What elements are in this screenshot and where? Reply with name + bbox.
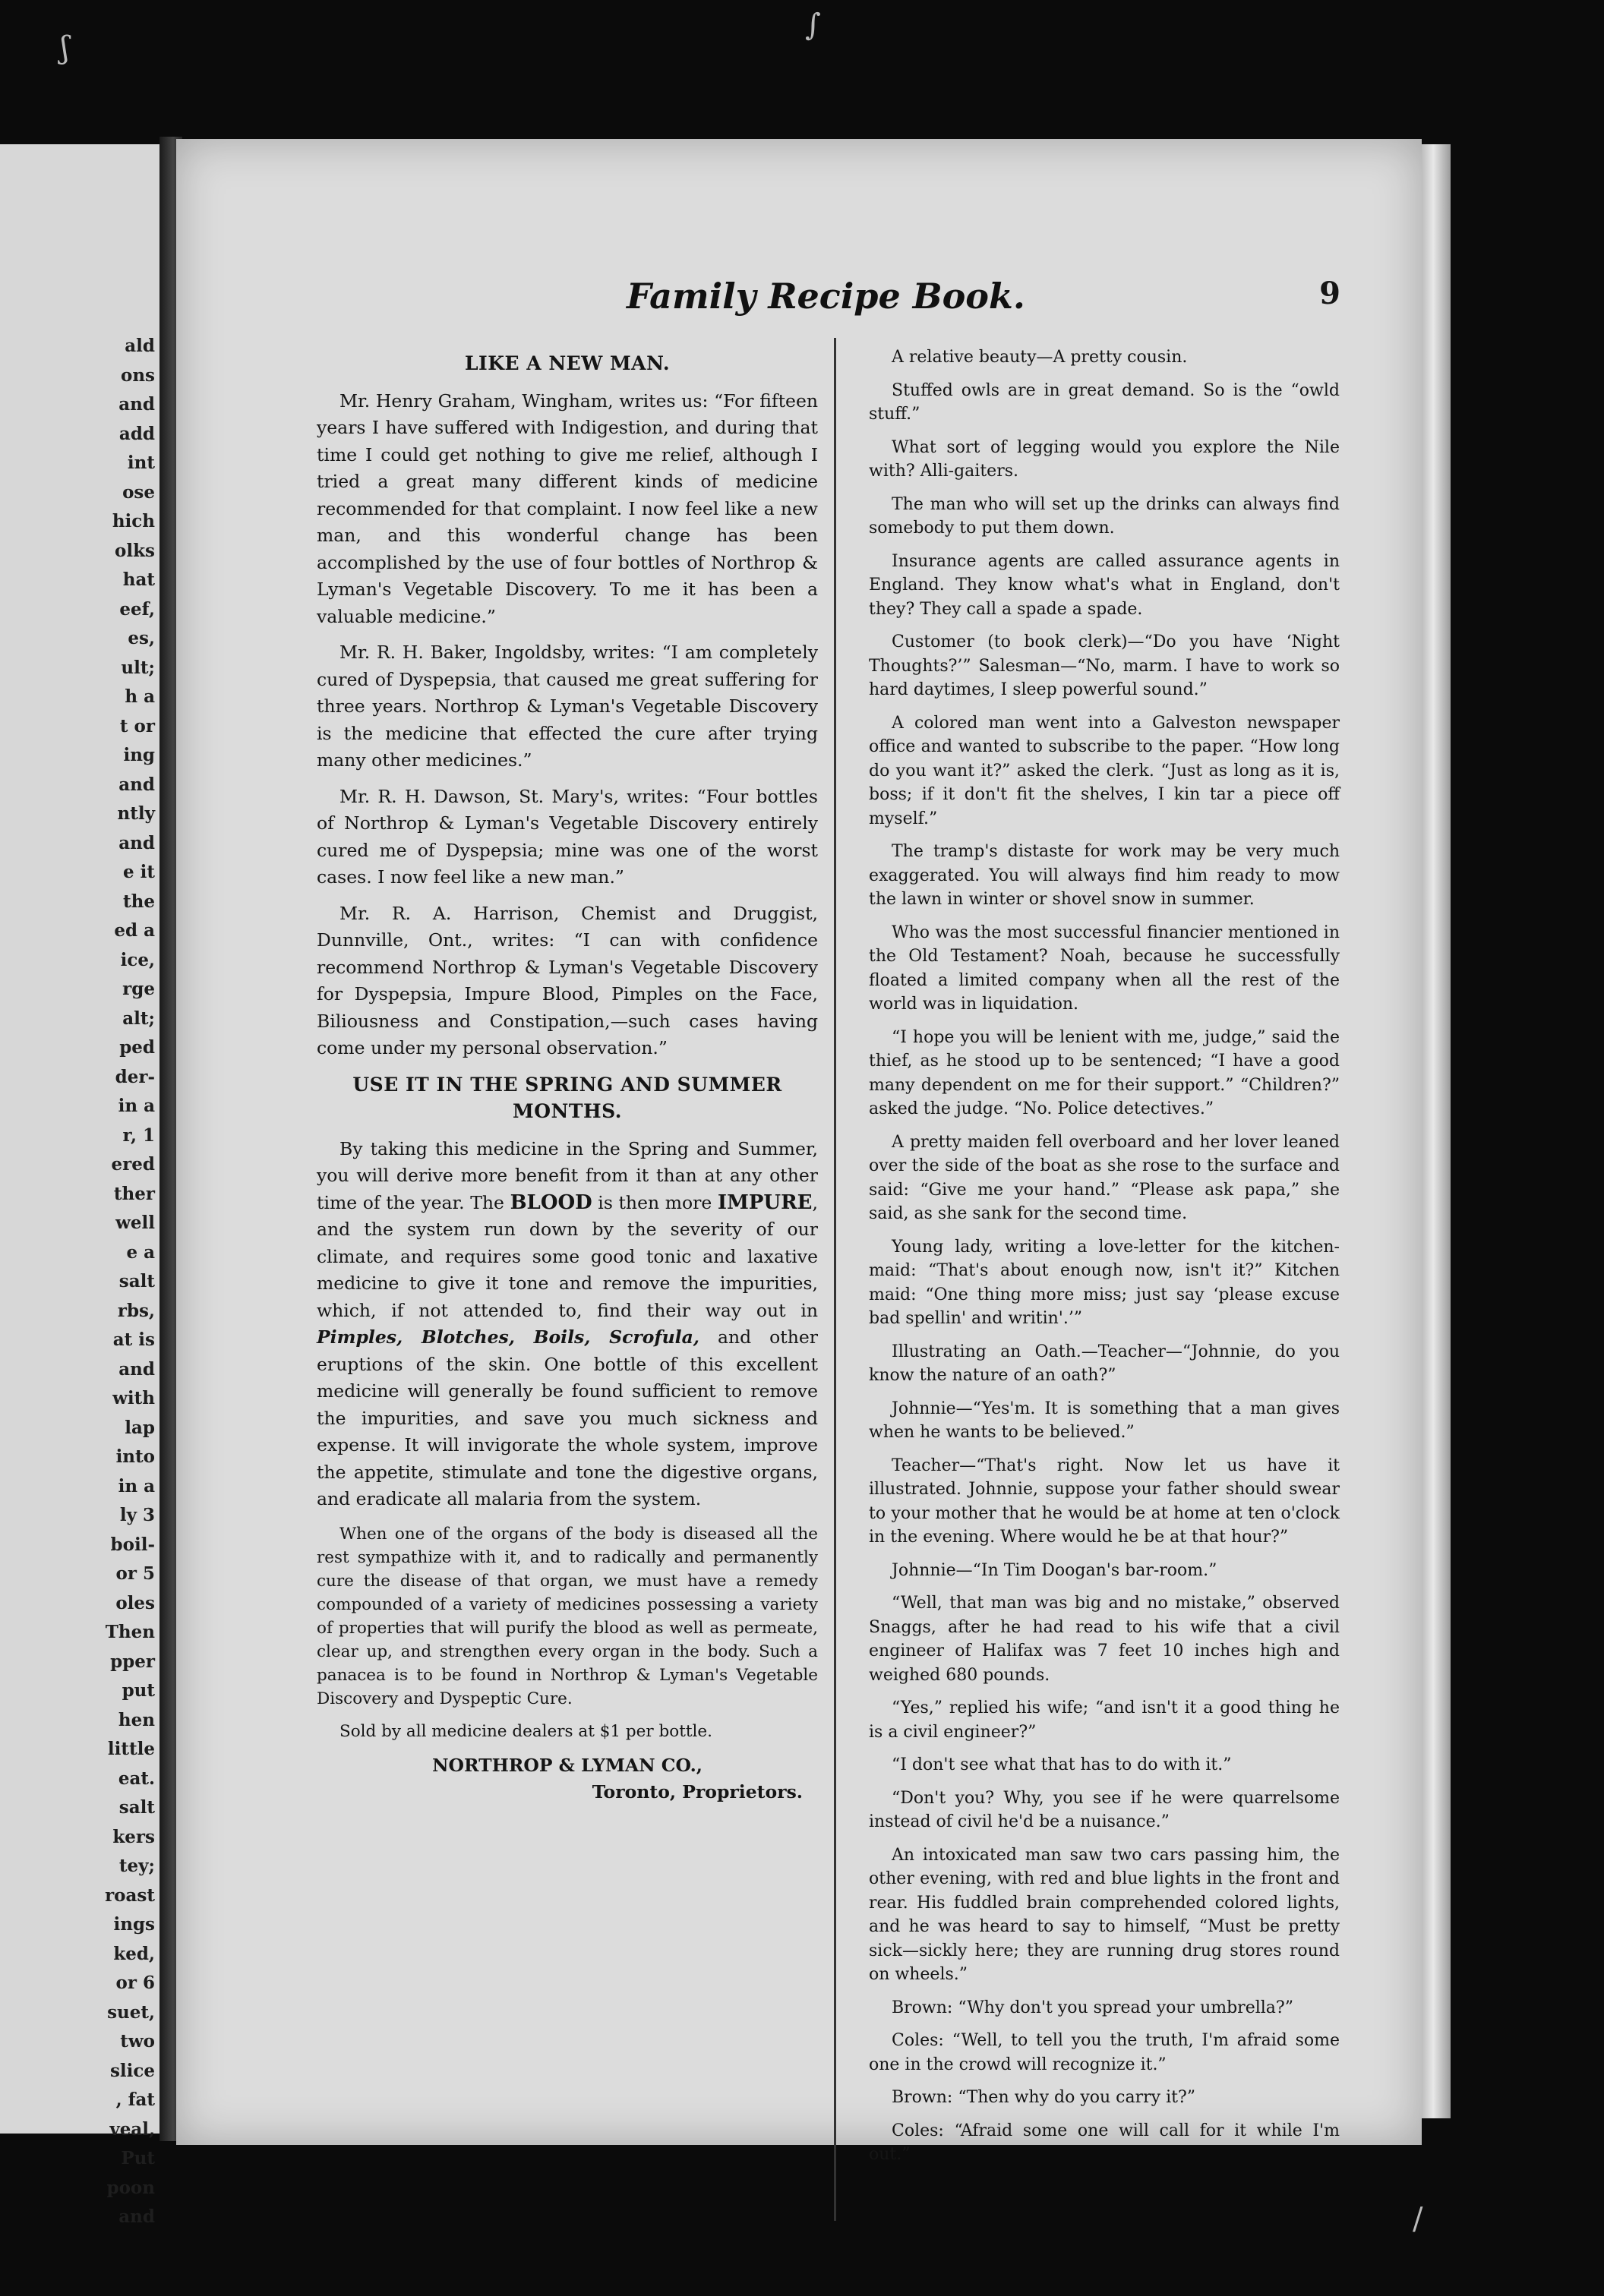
- joke-paragraph: What sort of legging would you explore the Nile with? Alli-gaiters.: [869, 437, 1340, 481]
- scan-mark: ∫: [805, 8, 821, 43]
- facing-page-text: ald: [125, 336, 155, 356]
- right-column: [869, 345, 1340, 2176]
- joke-paragraph: Stuffed owls are in great demand. So is the “owld stuff.”: [869, 380, 1340, 424]
- joke-paragraph: An intoxicated man saw two cars passing him, the other evening, with red and blue lights in the front and rear. His fuddled brain comprehended colored lights, and he was heard to say to himself, “Must be pretty sick—sickly here; they are running drug stores round on wheels.”: [869, 1845, 1340, 1984]
- spring-paragraph: [317, 1136, 818, 1513]
- scan-mark: /: [1413, 2202, 1423, 2237]
- facing-page-text: rbs,: [117, 1300, 155, 1321]
- facing-page-text: in a: [118, 1475, 155, 1496]
- organs-paragraph: When one of the organs of the body is diseased all the rest sympathize with it, and to radically and permanently cure the disease of that organ, we must have a remedy compounded of a variety of medicines possessing a variety of properties that will purify the blood as well as permeate, clear up, and strengthen every organ in the body. Such a panacea is to be found in Northrop & Lyman's Vegetable Discovery and Dyspeptic Cure.: [317, 1524, 818, 1708]
- joke-paragraph: “Yes,” replied his wife; “and isn't it a good thing he is a civil engineer?”: [869, 1698, 1340, 1742]
- running-header: [141, 276, 1371, 329]
- facing-page-text: ntly: [117, 803, 155, 824]
- impure-word: IMPURE: [717, 1191, 813, 1214]
- facing-page-text: salt: [118, 1271, 155, 1292]
- facing-page-text: r, 1: [122, 1124, 155, 1146]
- facing-page-text: rge: [122, 979, 155, 999]
- facing-page-text: suet,: [107, 2001, 155, 2023]
- page-title: Family Recipe Book.: [627, 276, 1025, 317]
- facing-page-text: , fat: [115, 2089, 155, 2110]
- facing-page-text: and: [118, 832, 155, 853]
- joke-paragraph: The man who will set up the drinks can always find somebody to put them down.: [869, 494, 1340, 538]
- facing-page-text: ped: [119, 1037, 155, 1058]
- facing-page-text: with: [112, 1388, 155, 1408]
- text-run: and other eruptions of the skin. One bottle of this excellent medicine will generally be found sufficient to remove the impurities, and save you much sickness and expense. It will invigorate the whole system, improve the appetite, stimulate and tone the digestive organs, and eradicate all malaria from the system.: [317, 1326, 818, 1509]
- joke-paragraph: “I hope you will be lenient with me, judge,” said the thief, as he stood up to be sentenced; “I have a good many dependent on me for their support.” “Children?” asked the judge. “No. Police detectives.”: [869, 1027, 1340, 1118]
- blood-word: BLOOD: [510, 1191, 592, 1214]
- facing-page-text: and: [118, 1358, 155, 1380]
- facing-page-text: boil-: [110, 1534, 155, 1555]
- joke-paragraph: A colored man went into a Galveston newspaper office and wanted to subscribe to the paper. “How long do you want it?” asked the clerk. “Just as long as it is, boss; if it don't fit the shelves, I kin tar a piece off myself.”: [869, 713, 1340, 828]
- joke-paragraph: The tramp's distaste for work may be very much exaggerated. You will always find him ready to mow the lawn in winter or shovel snow in summer.: [869, 842, 1340, 909]
- facing-page-text: or 5: [115, 1563, 155, 1584]
- heading-like-a-new-man: LIKE A NEW MAN.: [464, 352, 671, 374]
- book-page: [176, 139, 1422, 2164]
- facing-page-text: ult;: [121, 657, 155, 678]
- facing-page-text: well: [115, 1213, 155, 1233]
- joke-paragraph: Coles: “Well, to tell you the truth, I'm afraid some one in the crowd will recognize it.”: [869, 2031, 1340, 2074]
- facing-page-text: eat.: [118, 1768, 155, 1789]
- joke-paragraph: A pretty maiden fell overboard and her lover leaned over the side of the boat as she rose to the surface and said: “Give me your hand.” “Please ask papa,” she said, as she sank for the second time.: [869, 1132, 1340, 1223]
- facing-page-text: t or: [119, 715, 155, 736]
- facing-page-text: h a: [125, 686, 155, 707]
- facing-page-text: olks: [115, 540, 155, 561]
- joke-paragraph: “Well, that man was big and no mistake,” observed Snaggs, after he had read to his wife that a civil engineer of Halifax was 7 feet 10 inches high and weighed 680 pounds.: [869, 1594, 1340, 1685]
- facing-page-text: ther: [113, 1183, 155, 1204]
- facing-page-text: ed a: [114, 920, 155, 941]
- facing-page-text: ered: [111, 1154, 155, 1175]
- heading-spring-summer: USE IT IN THE SPRING AND SUMMER MONTHS.: [352, 1073, 782, 1122]
- testimonial-harrison: Mr. R. A. Harrison, Chemist and Druggist, Dunnville, Ont., writes: “I can with confidence recommend Northrop & Lyman's Vegetable Discovery for Dyspepsia, Impure Blood, Pimples on the Face, Biliousness and Constipation,—such cases having come under my personal observation.”: [317, 902, 818, 1058]
- facing-page-text: poon: [106, 2177, 155, 2198]
- facing-page-text: ice,: [120, 949, 155, 970]
- joke-paragraph: Who was the most successful financier mentioned in the Old Testament? Noah, because he successfully floated a limited company when all the rest of the world was in liquidation.: [869, 922, 1340, 1014]
- facing-page-text: Then: [105, 1622, 155, 1642]
- text-run: is then more: [592, 1191, 718, 1213]
- facing-page-text: e a: [126, 1241, 155, 1263]
- facing-page-text: ked,: [113, 1943, 155, 1964]
- joke-paragraph: Young lady, writing a love-letter for the kitchen-maid: “That's about enough now, isn't it?” Kitchen maid: “One thing more miss; just say ‘please excuse bad spellin' and writin'.’”: [869, 1237, 1340, 1328]
- facing-page-text: e it: [122, 862, 155, 882]
- joke-paragraph: Illustrating an Oath.—Teacher—“Johnnie, do you know the nature of an oath?”: [869, 1342, 1340, 1385]
- facing-page-text: hich: [112, 511, 155, 531]
- facing-page-text: put: [122, 1680, 155, 1701]
- joke-paragraph: Insurance agents are called assurance agents in England. They know what's what in England, don't they? They call a spade a spade.: [869, 551, 1340, 619]
- facing-page-text: veal,: [109, 2118, 155, 2140]
- facing-page-text: ly 3: [119, 1505, 155, 1525]
- facing-page-text: der-: [115, 1066, 155, 1087]
- facing-page-text: hen: [118, 1709, 155, 1730]
- facing-page-text: ons: [120, 364, 155, 386]
- text-run: , and the system run down by the severity of our climate, and requires some good tonic and laxative medicine to give it tone and remove the impurities, which, if not attended to, find their way out in: [317, 1191, 818, 1321]
- facing-page-text: at is: [112, 1329, 155, 1350]
- joke-paragraph: Brown: “Then why do you carry it?”: [892, 2088, 1195, 2107]
- facing-page-text: and: [118, 774, 155, 795]
- facing-page-text: int: [127, 453, 155, 473]
- joke-paragraph: Coles: “Afraid some one will call for it while I'm out.”: [869, 2121, 1340, 2164]
- joke-paragraph: Teacher—“That's right. Now let us have it illustrated. Johnnie, suppose your father should swear to your mother that he would be at home at ten o'clock in the evening. Where would he be at that hour?”: [869, 1456, 1340, 1547]
- testimonial-dawson: Mr. R. H. Dawson, St. Mary's, writes: “Four bottles of Northrop & Lyman's Vegetable Discovery entirely cured me of Dyspepsia; mine was one of the worst cases. I now feel like a new man.”: [317, 785, 818, 888]
- company-location: Toronto, Proprietors.: [592, 1781, 803, 1802]
- joke-paragraph: Brown: “Why don't you spread your umbrella?”: [892, 1998, 1293, 2017]
- facing-page-text: the: [123, 891, 155, 912]
- joke-paragraph: “I don't see what that has to do with it.”: [892, 1755, 1232, 1774]
- scan-mark: ʃ: [61, 30, 69, 65]
- facing-page-text: little: [107, 1739, 155, 1759]
- facing-page-text: hat: [122, 569, 155, 590]
- facing-page-text: lap: [125, 1417, 155, 1438]
- facing-page-text: pper: [110, 1651, 155, 1672]
- testimonial-graham: Mr. Henry Graham, Wingham, writes us: “For fifteen years I have suffered with Indigestion, and during that time I could get nothing to give me relief, although I tried a great many different kinds of medicine recommended for that complaint. I now feel like a new man, and this wonderful change has been accomplished by the use of four bottles of Northrop & Lyman's Vegetable Discovery. To me it has been a valuable medicine.”: [317, 390, 818, 627]
- facing-page-text: salt: [118, 1797, 155, 1818]
- facing-page-text: Put: [121, 2148, 155, 2168]
- company-signature: NORTHROP & LYMAN CO.,: [432, 1754, 703, 1776]
- facing-page-text: kers: [112, 1826, 155, 1847]
- facing-page-text: add: [118, 423, 155, 444]
- eruptions-list: Pimples, Blotches, Boils, Scrofula,: [317, 1326, 699, 1348]
- facing-page-text: into: [115, 1446, 155, 1467]
- column-divider: [834, 338, 836, 2221]
- facing-page-text: two: [120, 2031, 155, 2052]
- facing-page-text: eef,: [119, 598, 155, 620]
- testimonial-baker: Mr. R. H. Baker, Ingoldsby, writes: “I am completely cured of Dyspepsia, that caused me great suffering for three years. Northrop & Lyman's Vegetable Discovery is the medicine that effected the cure after trying many other medicines.”: [317, 642, 818, 771]
- facing-page-text: es,: [128, 628, 155, 648]
- facing-page-text: alt;: [122, 1008, 155, 1029]
- facing-page-text: ing: [123, 745, 155, 765]
- joke-paragraph: “Don't you? Why, you see if he were quarrelsome instead of civil he'd be a nuisance.”: [869, 1788, 1340, 1831]
- facing-page-text: slice: [109, 2060, 155, 2081]
- facing-page-text: oles: [115, 1592, 155, 1613]
- facing-page-text: and: [118, 2206, 155, 2227]
- facing-page-text: ose: [122, 481, 155, 503]
- joke-paragraph: Customer (to book clerk)—“Do you have ‘Night Thoughts?’” Salesman—“No, marm. I have to work so hard daytimes, I sleep powerful sound.”: [869, 632, 1340, 699]
- sold-by-line: Sold by all medicine dealers at $1 per bottle.: [339, 1721, 712, 1741]
- facing-page-text: in a: [118, 1096, 155, 1116]
- left-column: [317, 345, 818, 1806]
- page-number: 9: [1319, 276, 1340, 311]
- facing-page-text: ings: [113, 1914, 155, 1935]
- facing-page-text: or 6: [115, 1973, 155, 1993]
- facing-page-text: and: [118, 394, 155, 415]
- joke-paragraph: A relative beauty—A pretty cousin.: [892, 348, 1188, 367]
- facing-page-text: tey;: [118, 1856, 155, 1876]
- facing-page-fragment: [0, 144, 159, 2227]
- page-edge: [1422, 144, 1451, 2118]
- text-run: By taking this medicine in the Spring and Summer, you will derive more benefit from it than at any other time of the year. The: [317, 1137, 818, 1213]
- joke-paragraph: Johnnie—“In Tim Doogan's bar-room.”: [892, 1560, 1217, 1580]
- joke-paragraph: Johnnie—“Yes'm. It is something that a man gives when he wants to be believed.”: [869, 1399, 1340, 1442]
- facing-page-text: roast: [105, 1884, 155, 1906]
